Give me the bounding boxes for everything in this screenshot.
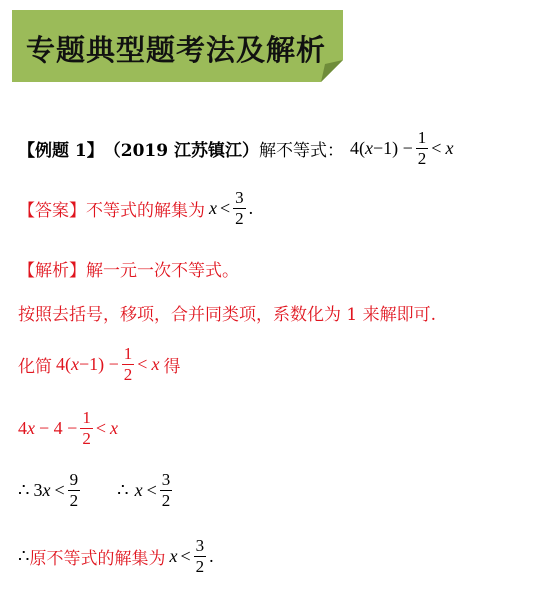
- section-banner: [12, 10, 343, 82]
- example-frac-num: 1: [417, 128, 427, 147]
- answer-var: x: [209, 198, 217, 218]
- conclusion-therefore: ∴: [18, 546, 30, 566]
- step1-expr-mid: −1) −: [79, 354, 119, 374]
- method-line: [18, 300, 436, 325]
- step2-coef: 4: [18, 418, 27, 438]
- step3-frac2-num: 3: [161, 470, 171, 489]
- example-rel: <: [431, 138, 442, 158]
- step1-var: x: [71, 354, 79, 374]
- step3-coef: 3: [33, 480, 43, 500]
- step3-rel-2: <: [146, 480, 157, 500]
- example-tag: 【例题 1】: [18, 141, 104, 161]
- step3-fraction-2: [160, 470, 173, 511]
- analysis-line: [18, 256, 239, 281]
- conclusion-frac-den: 2: [195, 557, 205, 576]
- example-prompt: 解不等式：: [258, 141, 344, 161]
- step1-expr-left: 4(: [56, 354, 71, 374]
- answer-line: [18, 188, 253, 229]
- answer-frac-num: 3: [235, 188, 244, 207]
- step2-var-right: x: [109, 418, 118, 438]
- step3-rel: <: [54, 480, 65, 500]
- step3-line: [18, 470, 175, 511]
- step2-frac-num: 1: [82, 408, 91, 427]
- banner-title: 专题典型题考法及解析: [26, 33, 327, 67]
- step3-frac-num: 9: [69, 470, 79, 489]
- step1-suffix: 得: [163, 357, 181, 377]
- example-expr-mid: −1) −: [372, 138, 413, 158]
- step1-line: [18, 344, 180, 385]
- step1-rel: <: [137, 354, 148, 374]
- conclusion-line: [18, 536, 214, 577]
- answer-frac-den: 2: [235, 209, 244, 228]
- step1-prefix: 化简: [18, 357, 52, 377]
- step1-frac-num: 1: [123, 344, 133, 363]
- conclusion-rel: <: [180, 546, 191, 566]
- answer-end: .: [248, 198, 254, 218]
- example-frac-den: 2: [417, 149, 427, 168]
- method-text: 按照去括号，移项，合并同类项，系数化为 1 来解即可.: [18, 305, 437, 325]
- analysis-tag: 【解析】: [18, 261, 86, 281]
- step2-frac-den: 2: [82, 429, 91, 448]
- step3-fraction: [68, 470, 81, 511]
- example-line: [18, 128, 453, 169]
- step3-var-2: x: [134, 480, 143, 500]
- conclusion-text: 原不等式的解集为: [29, 549, 166, 569]
- example-fraction: [416, 128, 429, 169]
- answer-text: 不等式的解集为: [86, 201, 205, 221]
- answer-tag: 【答案】: [18, 201, 86, 221]
- example-var: x: [364, 138, 373, 158]
- conclusion-var: x: [169, 546, 178, 566]
- conclusion-fraction: [194, 536, 207, 577]
- step2-rel: <: [95, 418, 106, 438]
- conclusion-end: .: [209, 546, 214, 566]
- step1-var-right: x: [151, 354, 160, 374]
- analysis-text: 解一元一次不等式。: [86, 261, 239, 281]
- answer-rel: <: [220, 198, 231, 218]
- step1-fraction: [122, 344, 135, 385]
- conclusion-frac-num: 3: [195, 536, 205, 555]
- answer-fraction: [233, 188, 246, 229]
- step2-expr-mid: − 4 −: [39, 418, 78, 438]
- step2-fraction: [80, 408, 93, 449]
- example-expr-left: 4(: [349, 138, 365, 158]
- example-var-right: x: [445, 138, 454, 158]
- step2-var: x: [27, 418, 35, 438]
- step3-frac-den: 2: [69, 491, 79, 510]
- step1-frac-den: 2: [123, 365, 133, 384]
- example-source: （2019 江苏镇江）: [103, 141, 259, 161]
- step3-therefore: ∴: [18, 480, 30, 500]
- step2-line: [18, 408, 118, 449]
- step3-frac2-den: 2: [161, 491, 171, 510]
- step3-therefore-2: ∴: [117, 480, 129, 500]
- step3-var: x: [42, 480, 51, 500]
